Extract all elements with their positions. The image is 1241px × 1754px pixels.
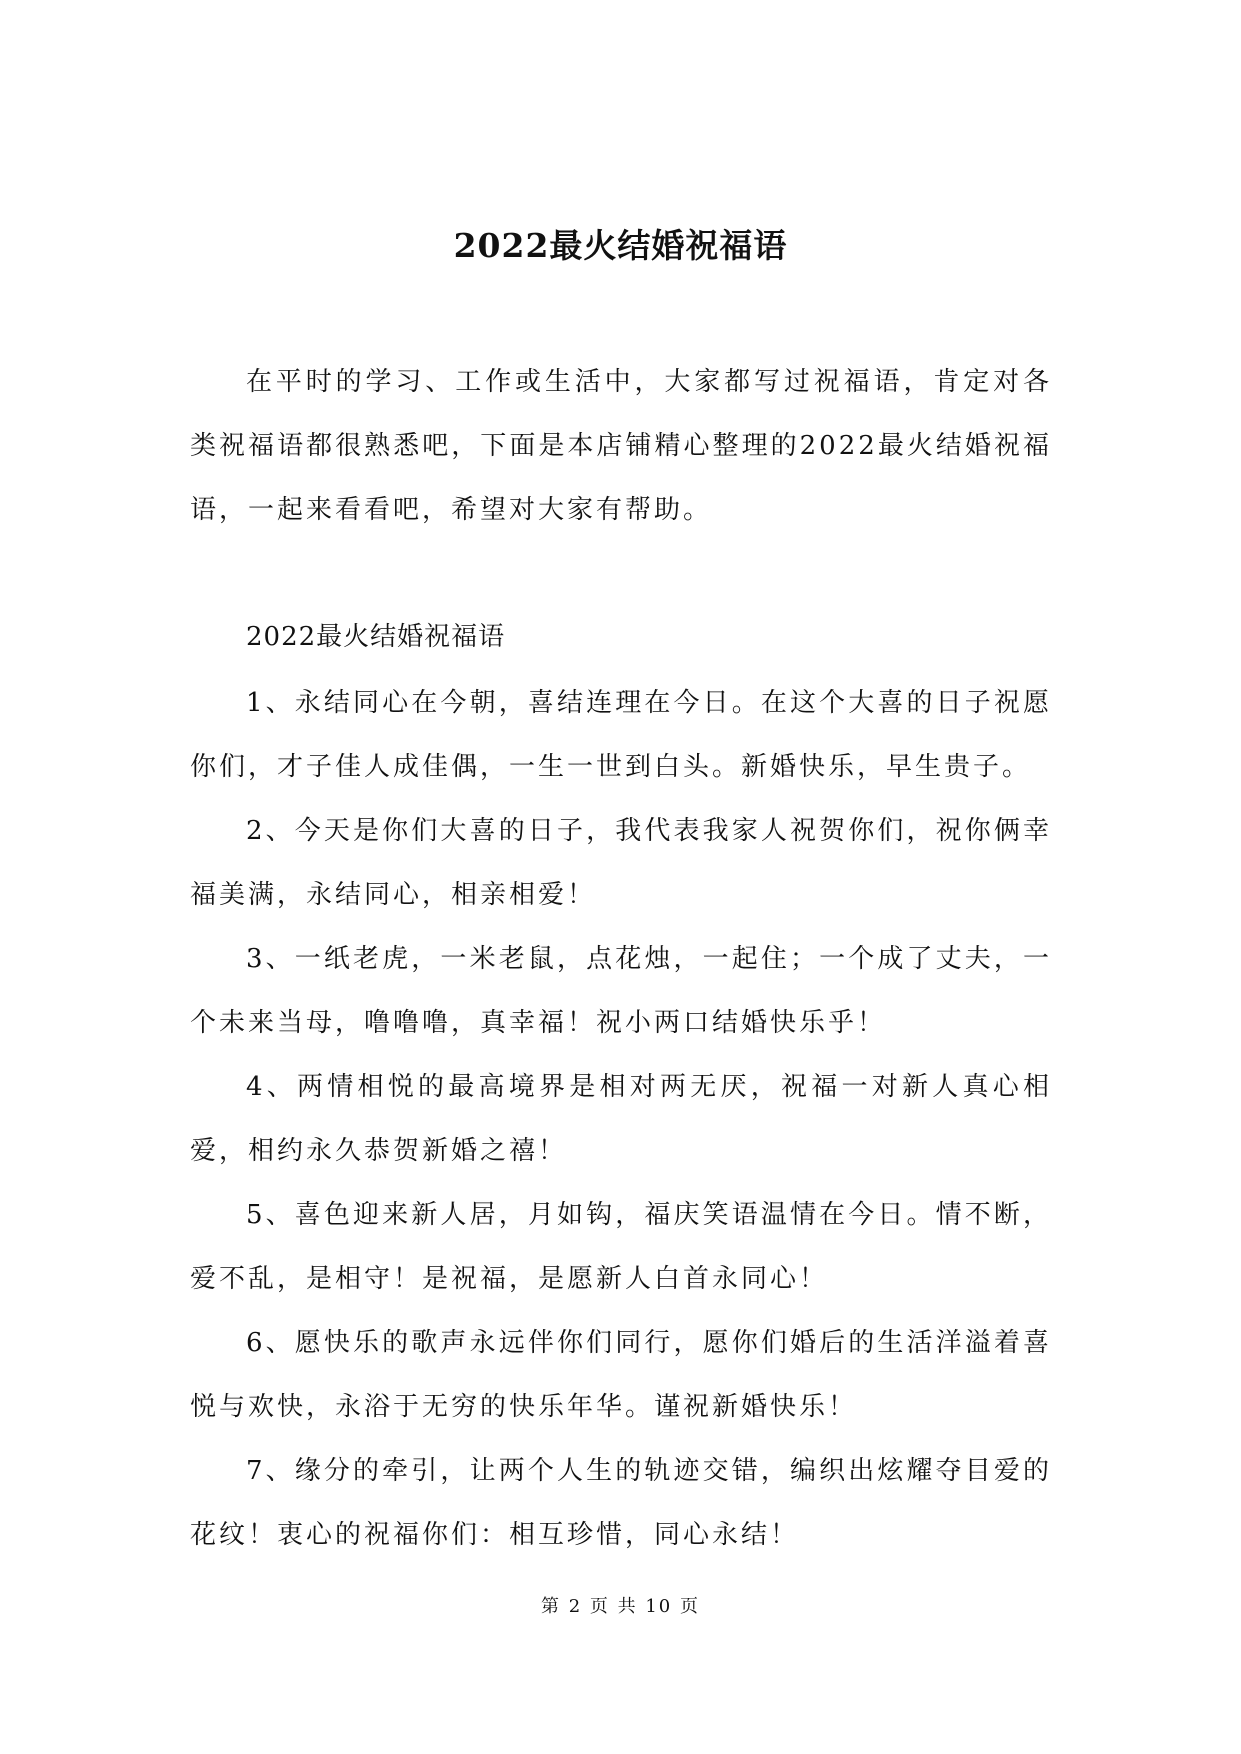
blessing-item-1: 1、永结同心在今朝，喜结连理在今日。在这个大喜的日子祝愿你们，才子佳人成佳偶，一生一世到白头。新婚快乐，早生贵子。: [190, 688, 1052, 782]
blessing-item-5: 5、喜色迎来新人居，月如钩，福庆笑语温情在今日。情不断，爱不乱，是相守！是祝福，是愿新人白首永同心！: [190, 1200, 1052, 1294]
blessing-item-2: 2、今天是你们大喜的日子，我代表我家人祝贺你们，祝你俩幸福美满，永结同心，相亲相爱！: [190, 816, 1052, 910]
blessing-item-4: 4、两情相悦的最高境界是相对两无厌，祝福一对新人真心相爱，相约永久恭贺新婚之禧！: [190, 1072, 1052, 1166]
intro-paragraph: 在平时的学习、工作或生活中，大家都写过祝福语，肯定对各类祝福语都很熟悉吧，下面是本店铺精心整理的2022最火结婚祝福语，一起来看看吧，希望对大家有帮助。: [190, 367, 1052, 525]
blessing-item-6: 6、愿快乐的歌声永远伴你们同行，愿你们婚后的生活洋溢着喜悦与欢快，永浴于无穷的快乐年华。谨祝新婚快乐！: [190, 1328, 1052, 1422]
section-heading: 2022最火结婚祝福语: [246, 622, 506, 652]
document-title: 2022最火结婚祝福语: [453, 226, 788, 265]
page-number-footer: 第 2 页 共 10 页: [541, 1596, 700, 1617]
blessing-list: [190, 671, 1052, 1567]
blessing-item-3: 3、一纸老虎，一米老鼠，点花烛，一起住；一个成了丈夫，一个未来当母，噜噜噜，真幸福！祝小两口结婚快乐乎！: [190, 944, 1052, 1038]
blessing-item-7: 7、缘分的牵引，让两个人生的轨迹交错，编织出炫耀夺目爱的花纹！衷心的祝福你们：相互珍惜，同心永结！: [190, 1456, 1052, 1550]
